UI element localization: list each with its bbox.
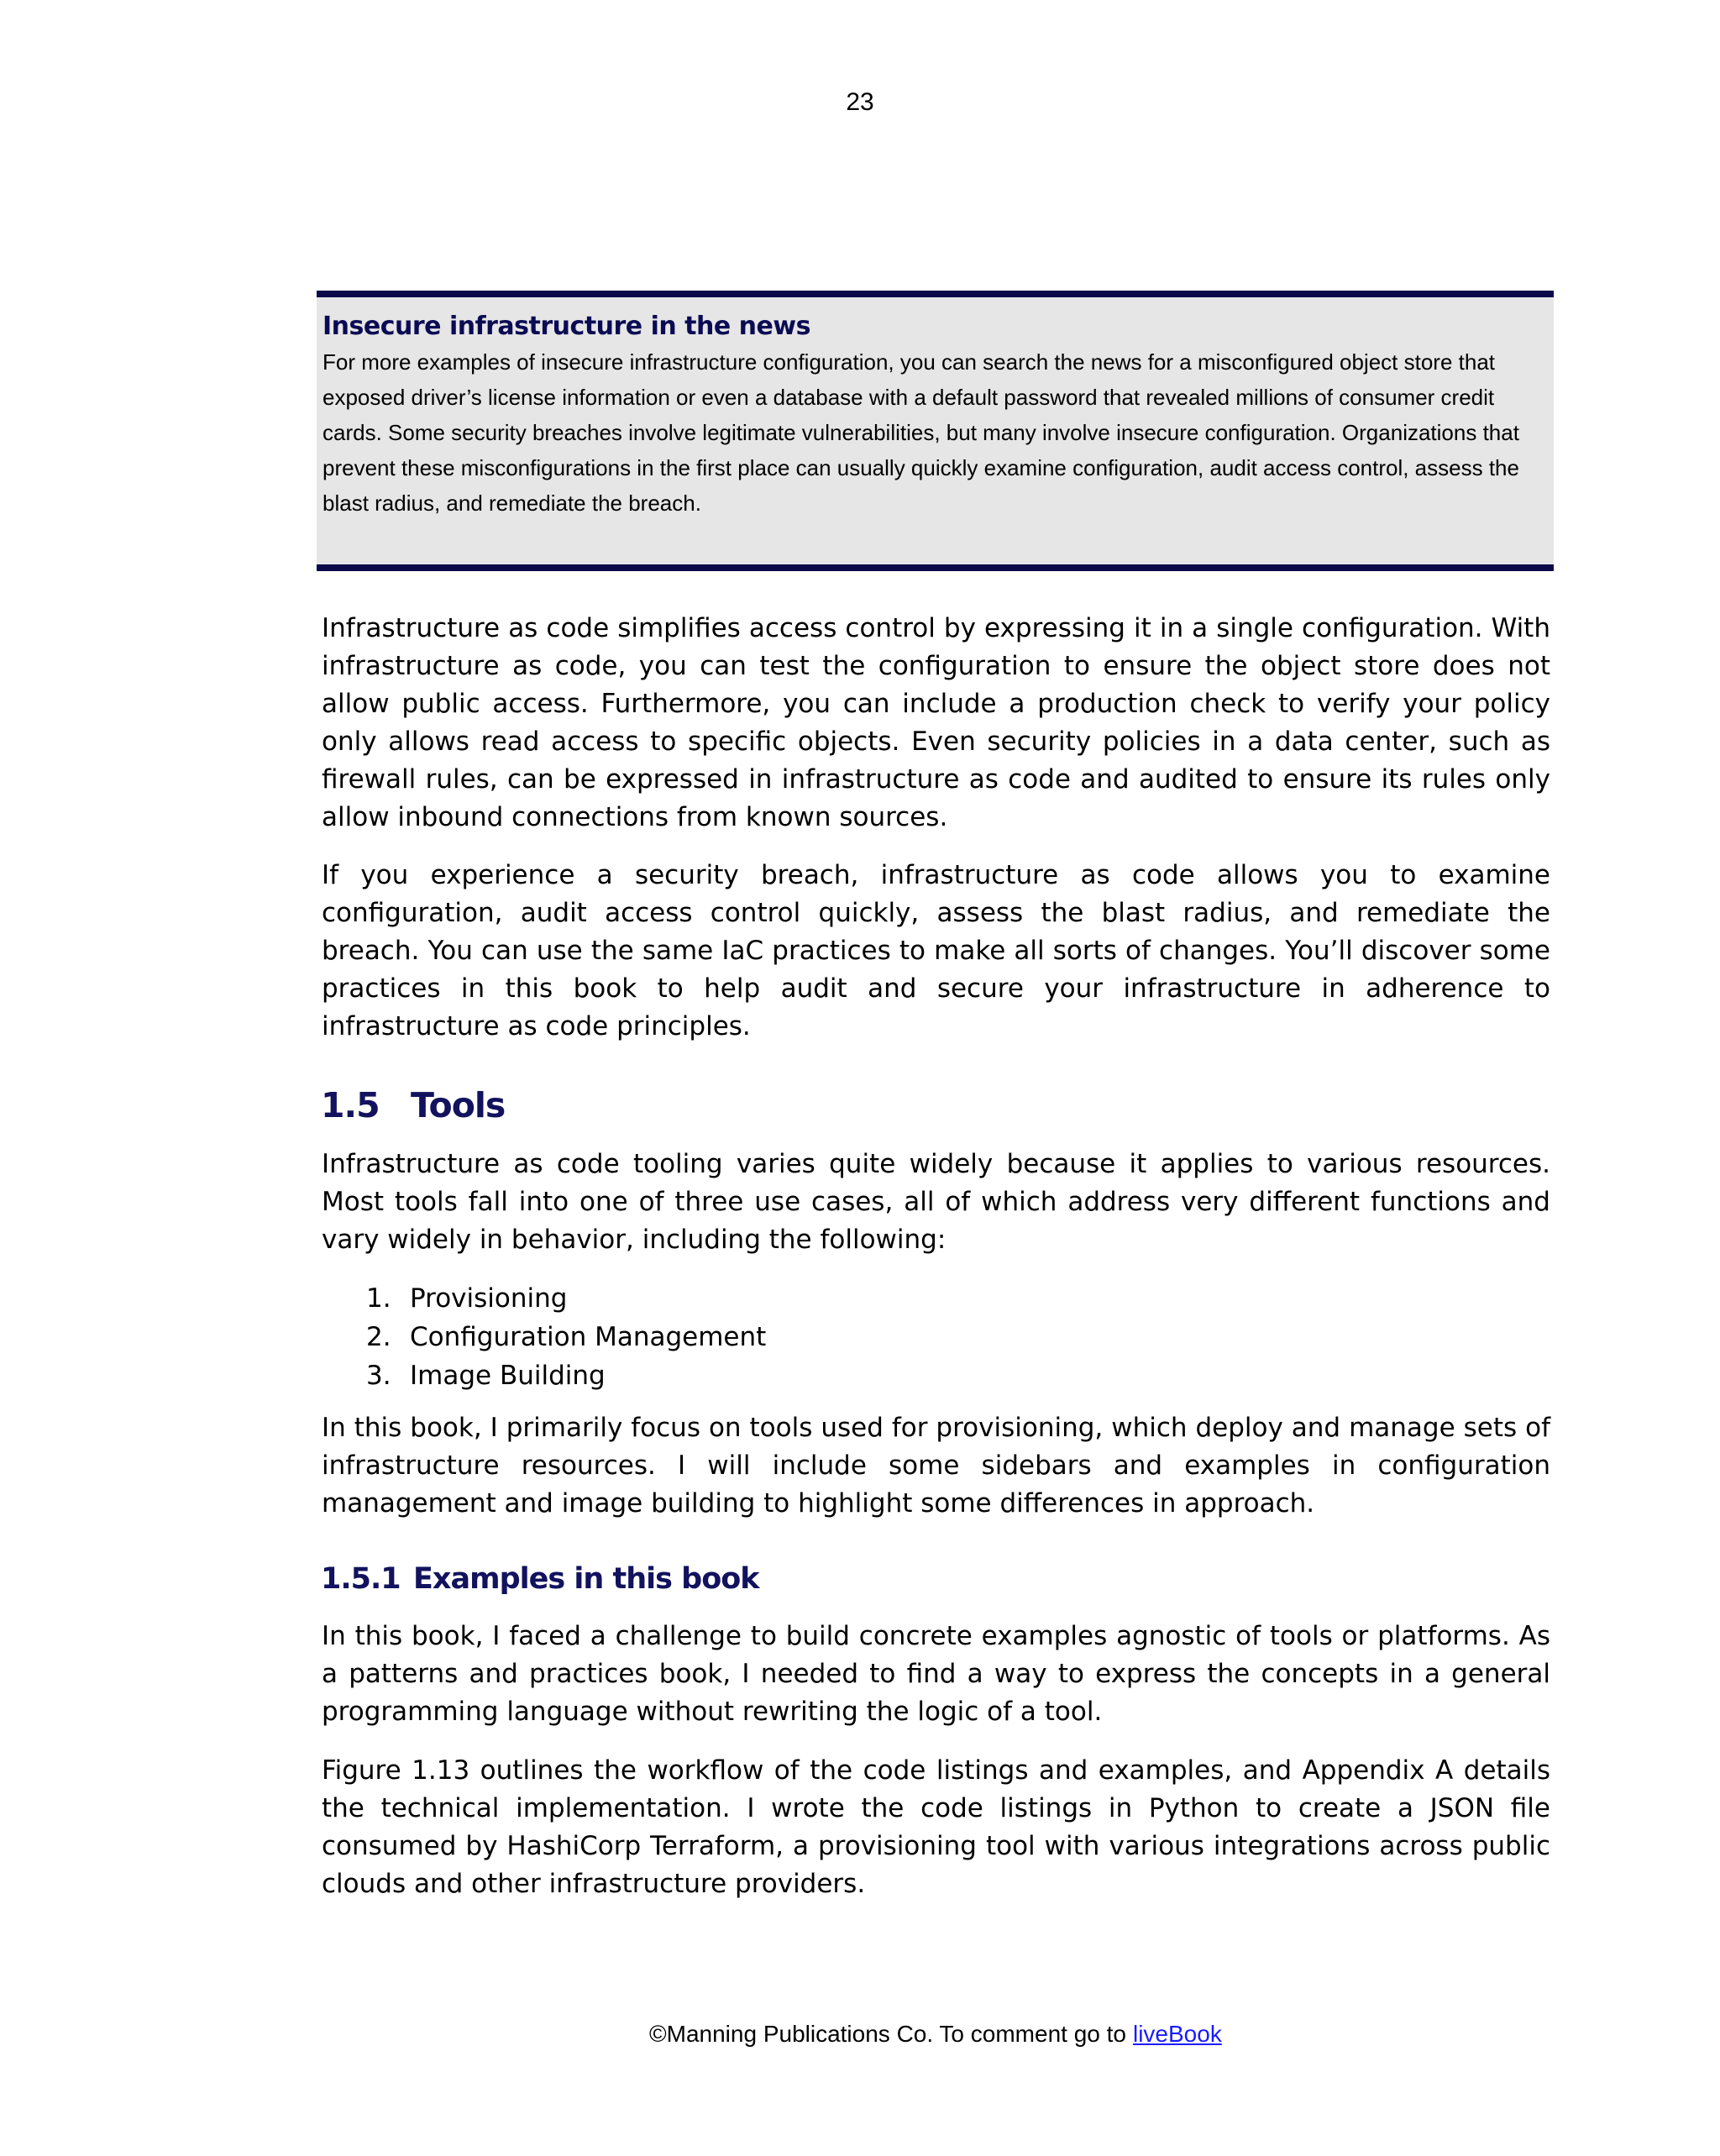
sidebar-title: Insecure infrastructure in the news — [322, 312, 810, 341]
list-item-text: Image Building — [410, 1361, 606, 1391]
paragraph-access-control: Infrastructure as code simplifies access control by expressing it in a single configuration. With infrastructure as code, you can test the configuration to ensure the object store does not allow public access. Furthermore, you can include a production check to verify your policy only allows read access to specific objects. Even security policies in a data center, such as firewall rules, can be expressed in infrastructure as code and audited to ensure its rules only allow inbound connections from known sources. — [322, 613, 1550, 832]
list-item — [366, 1318, 766, 1356]
list-item — [366, 1356, 766, 1395]
paragraph-provisioning-focus: In this book, I primarily focus on tools used for provisioning, which deploy and manage sets of infrastructure resources. I will include some sidebars and examples in configuration management and image building to highlight some differences in approach. — [322, 1413, 1550, 1519]
list-item — [366, 1279, 766, 1318]
paragraph-security-breach: If you experience a security breach, infrastructure as code allows you to examine configuration, audit access control quickly, assess the blast radius, and remediate the breach. You can use the same IaC practices to make all sorts of changes. You’ll discover some practices in this book to help audit and secure your infrastructure in adherence to infrastructure as code principles. — [322, 860, 1550, 1041]
footer — [649, 2017, 1222, 2051]
list-marker: 3. — [366, 1361, 391, 1391]
section-heading-tools — [321, 1082, 505, 1129]
list-marker: 1. — [366, 1283, 391, 1314]
list-marker: 2. — [366, 1322, 391, 1352]
paragraph-examples-challenge: In this book, I faced a challenge to build concrete examples agnostic of tools or platforms. As a patterns and practices book, I needed to find a way to express the concepts in a general programming language without rewriting the logic of a tool. — [322, 1621, 1550, 1727]
tool-use-case-list — [366, 1279, 766, 1395]
sidebar-box — [317, 291, 1554, 571]
subsection-heading-examples — [321, 1559, 759, 1599]
sidebar-text: For more examples of insecure infrastructure configuration, you can search the news for a misconfigured object store that exposed driver’s license information or even a database with a default password that revealed millions of consumer credit cards. Some security breaches involve legitimate vulnerabilities, but many involve insecure configuration. Organizations that prevent these misconfigurations in the first place can usually quickly examine configuration, audit access control, assess the blast radius, and remediate the breach. — [322, 349, 1519, 516]
copyright-text: ©Manning Publications Co. To comment go to — [649, 2021, 1126, 2047]
paragraph-tooling: Infrastructure as code tooling varies quite widely because it applies to various resources. Most tools fall into one of three use cases, all of which address very different functions and vary widely in behavior, including the following: — [322, 1149, 1550, 1255]
livebook-link[interactable]: liveBook — [1132, 2021, 1222, 2047]
paragraph-figure-workflow: Figure 1.13 outlines the workflow of the code listings and examples, and Appendix A details the technical implementation. I wrote the code listings in Python to create a JSON file consumed by HashiCorp Terraform, a provisioning tool with various integrations across public clouds and other infrastructure providers. — [322, 1755, 1550, 1899]
list-item-text: Provisioning — [410, 1283, 568, 1314]
list-item-text: Configuration Management — [410, 1322, 767, 1352]
section-title: Tools — [411, 1085, 506, 1125]
page-number: 23 — [846, 88, 874, 116]
subsection-title: Examples in this book — [413, 1562, 759, 1596]
section-number: 1.5 — [321, 1085, 380, 1125]
subsection-number: 1.5.1 — [321, 1562, 401, 1596]
